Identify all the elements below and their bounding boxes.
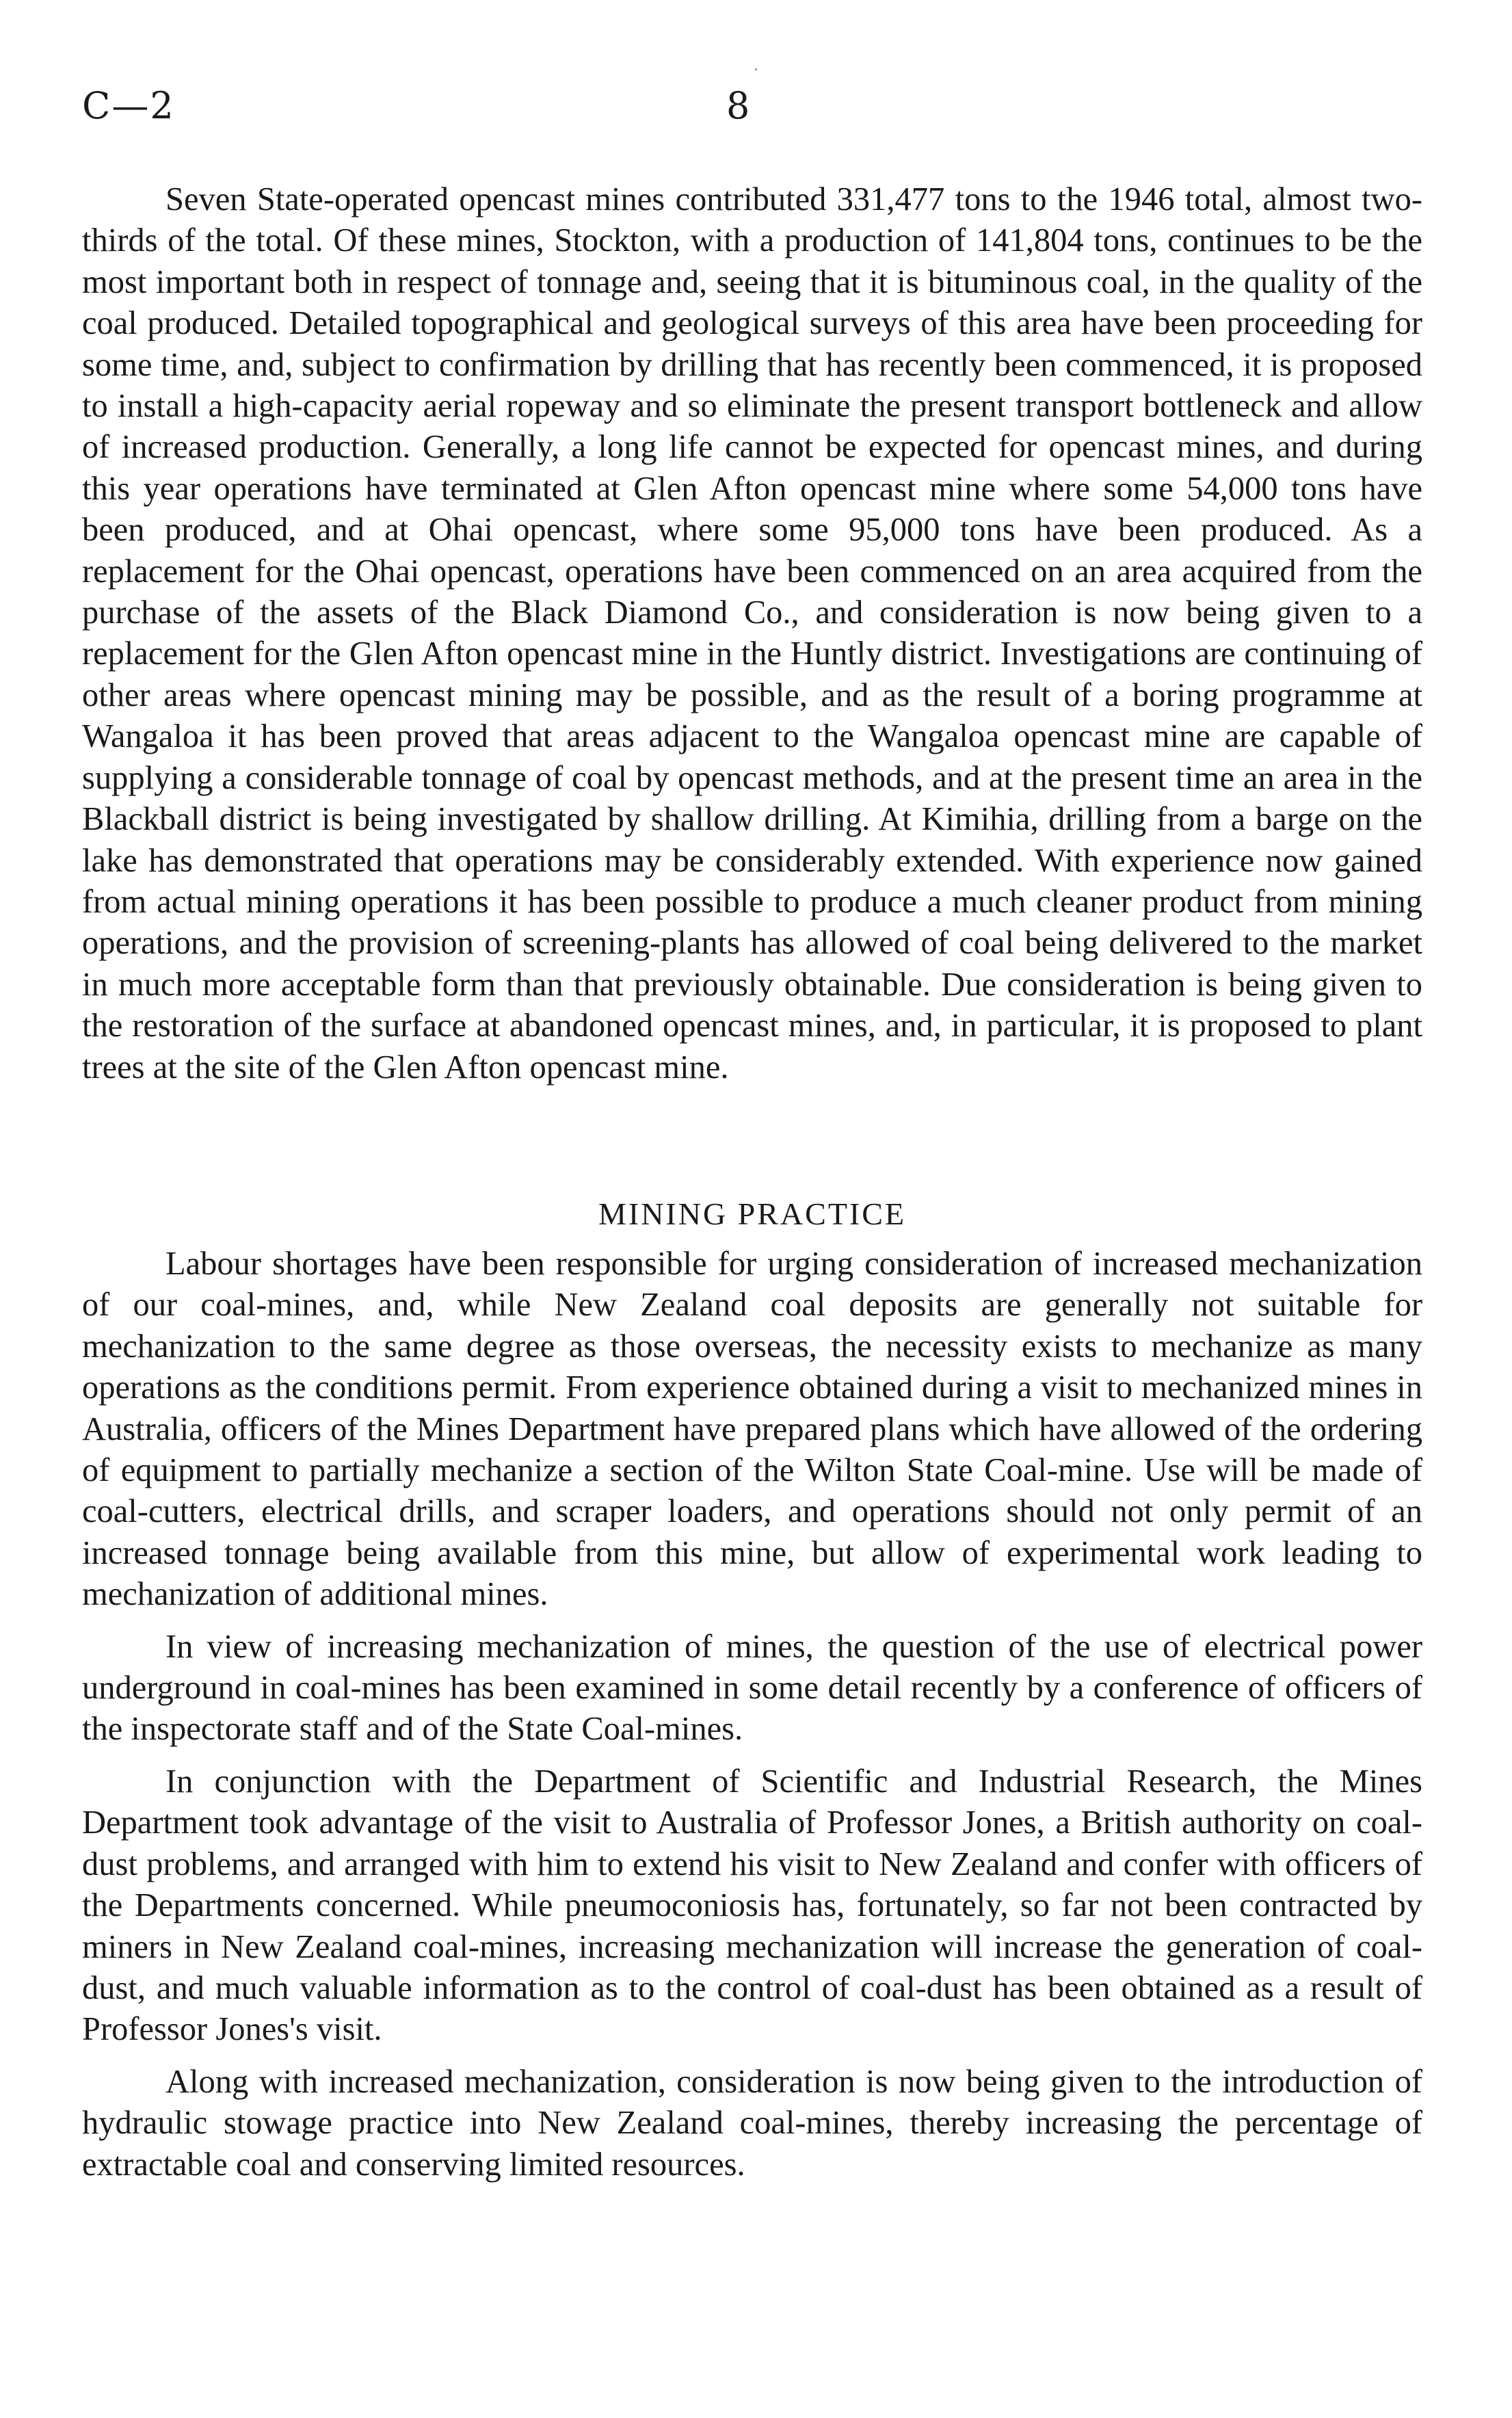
report-reference: C—2	[82, 84, 175, 127]
mining-practice-section	[82, 1244, 1422, 2185]
section-heading-mining-practice: MINING PRACTICE	[598, 1196, 907, 1231]
paragraph-coal-dust: In conjunction with the Department of Scientific and Industrial Research, the Mines Department took advantage of the visit to Australia of Professor Jones, a British authority on coal-dust problems, and arranged with him to extend his visit to New Zealand and confer with officers of the Departments concerned. While pneumoconiosis has, fortunately, so far not been contracted by miners in New Zealand coal-mines, increasing mechanization will increase the generation of coal-dust, and much valuable information as to the control of coal-dust has been obtained as a result of Professor Jones's visit.	[82, 1763, 1422, 2048]
opencast-paragraph: Seven State-operated opencast mines contributed 331,477 tons to the 1946 total, almost two-thirds of the total. Of these mines, Stockton, with a production of 141,804 tons, continues to be the most important both in respect of tonnage and, seeing that it is bituminous coal, in the quality of the coal produced. Detailed topographical and geological surveys of this area have been proceeding for some time, and, subject to confirmation by drilling that has recently been commenced, it is proposed to install a high-capacity aerial ropeway and so eliminate the present transport bottleneck and allow of increased production. Generally, a long life cannot be expected for opencast mines, and during this year operations have terminated at Glen Afton opencast mine where some 54,000 tons have been produced, and at Ohai opencast, where some 95,000 tons have been produced. As a replacement for the Ohai opencast, operations have been commenced on an area acquired from the purchase of the assets of the Black Diamond Co., and consideration is now being given to a replacement for the Glen Afton opencast mine in the Huntly district. Investigations are continuing of other areas where opencast mining may be possible, and as the result of a boring programme at Wangaloa it has been proved that areas adjacent to the Wangaloa opencast mine are capable of supplying a considerable tonnage of coal by opencast methods, and at the present time an area in the Blackball district is being investigated by shallow drilling. At Kimihia, drilling from a barge on the lake has demonstrated that operations may be considerably extended. With experience now gained from actual mining operations it has been possible to produce a much cleaner product from mining operations, and the provision of screening-plants has allowed of coal being delivered to the market in much more acceptable form than that previously obtainable. Due consideration is being given to the restoration of the surface at abandoned opencast mines, and, in particular, it is proposed to plant trees at the site of the Glen Afton opencast mine.	[82, 181, 1422, 1086]
paragraph-hydraulic-stowage: Along with increased mechanization, consideration is now being given to the introduction of hydraulic stowage practice into New Zealand coal-mines, thereby increasing the percentage of extractable coal and conserving limited resources.	[82, 2063, 1422, 2183]
opencast-section	[82, 179, 1422, 1088]
scan-speck	[755, 68, 757, 70]
paragraph-electrical-power: In view of increasing mechanization of mines, the question of the use of electrical power underground in coal-mines has been examined in some detail recently by a conference of officers of the inspectorate staff and of the State Coal-mines.	[82, 1628, 1422, 1748]
paragraph-labour-shortages: Labour shortages have been responsible for urging consideration of increased mechanization of our coal-mines, and, while New Zealand coal deposits are generally not suitable for mechanization to the same degree as those overseas, the necessity exists to mechanize as many operations as the conditions permit. From experience obtained during a visit to mechanized mines in Australia, officers of the Mines Department have prepared plans which have allowed of the ordering of equipment to partially mechanize a section of the Wilton State Coal-mine. Use will be made of coal-cutters, electrical drills, and scraper loaders, and operations should not only permit of an increased tonnage being available from this mine, but allow of experimental work leading to mechanization of additional mines.	[82, 1246, 1422, 1613]
page-number: 8	[726, 84, 750, 127]
